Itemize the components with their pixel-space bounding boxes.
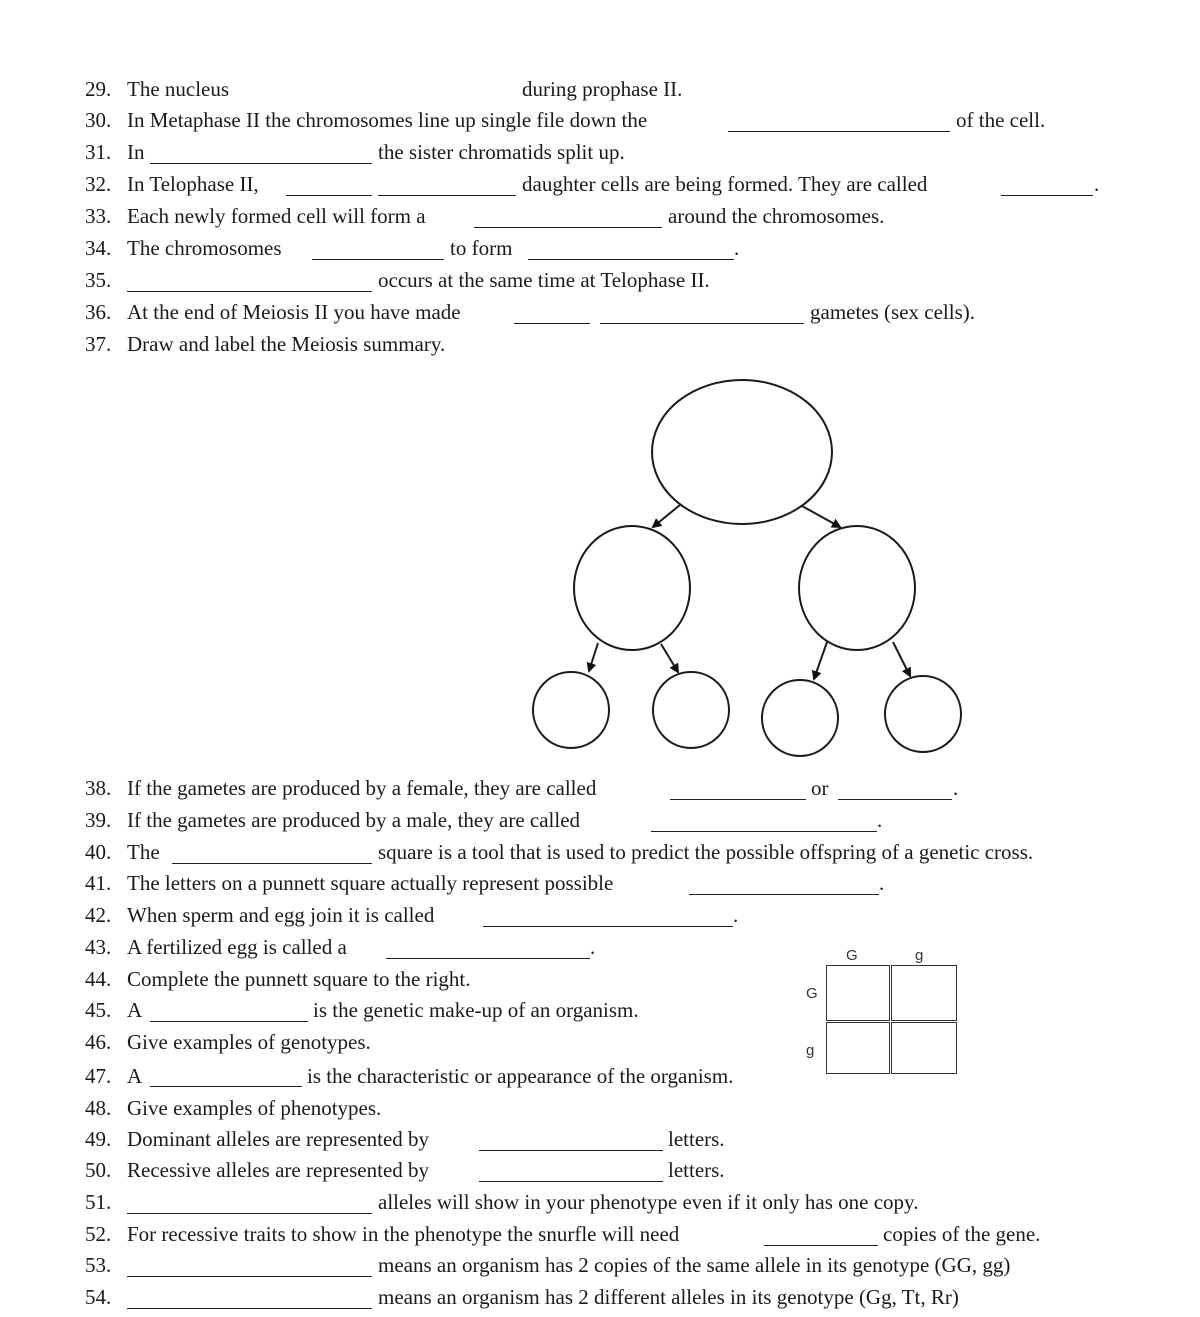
question-text: If the gametes are produced by a female, they are called [127,776,597,800]
question-text: . [734,236,740,260]
question-text: Dominant alleles are represented by [127,1127,430,1151]
answer-blank[interactable] [150,1021,308,1022]
answer-blank[interactable] [479,1181,663,1182]
question-number: 42. [85,903,112,927]
answer-blank[interactable] [1001,195,1093,196]
gamete-cell-3 [762,680,838,756]
question-text: A [127,998,143,1022]
question-number: 30. [85,108,112,132]
question-number: 37. [85,332,112,356]
question-text: Each newly formed cell will form a [127,204,426,228]
answer-blank[interactable] [728,131,950,132]
question-text: At the end of Meiosis II you have made [127,300,461,324]
answer-blank[interactable] [483,926,733,927]
answer-blank[interactable] [286,195,372,196]
question-number: 52. [85,1222,112,1246]
question-text: around the chromosomes. [668,204,885,228]
answer-blank[interactable] [312,259,444,260]
question-text: Give examples of genotypes. [127,1030,371,1054]
gamete-cell-4 [885,676,961,752]
question-text: daughter cells are being formed. They are called [522,172,928,196]
answer-blank[interactable] [127,291,372,292]
punnett-cell[interactable] [826,965,890,1021]
answer-blank[interactable] [764,1245,878,1246]
question-number: 43. [85,935,112,959]
answer-blank[interactable] [514,323,590,324]
answer-blank[interactable] [127,1213,372,1214]
question-text: the sister chromatids split up. [378,140,625,164]
question-number: 48. [85,1096,112,1120]
answer-blank[interactable] [528,259,734,260]
question-text: letters. [668,1158,725,1182]
question-number: 45. [85,998,112,1022]
question-number: 31. [85,140,112,164]
meiosis-i-cell-left [574,526,690,650]
meiosis-summary-diagram [520,365,970,765]
question-text: gametes (sex cells). [810,300,976,324]
arrow [653,505,680,527]
question-text: is the genetic make-up of an organism. [313,998,639,1022]
question-number: 46. [85,1030,112,1054]
arrow [802,506,840,527]
question-text: For recessive traits to show in the phenotype the snurfle will need [127,1222,680,1246]
parent-cell [652,380,832,524]
question-text: . [953,776,959,800]
question-text: occurs at the same time at Telophase II. [378,268,710,292]
arrow [814,642,827,679]
punnett-cell[interactable] [891,1022,957,1074]
question-text: Complete the punnett square to the right. [127,967,471,991]
question-text: . [1094,172,1100,196]
question-text: A [127,1064,143,1088]
question-number: 34. [85,236,112,260]
answer-blank[interactable] [172,863,372,864]
question-text: . [733,903,739,927]
answer-blank[interactable] [479,1150,663,1151]
question-text: Recessive alleles are represented by [127,1158,430,1182]
question-number: 41. [85,871,112,895]
question-number: 39. [85,808,112,832]
question-text: In Metaphase II the chromosomes line up single file down the [127,108,648,132]
answer-blank[interactable] [670,799,806,800]
answer-blank[interactable] [378,195,516,196]
answer-blank[interactable] [127,1308,372,1309]
punnett-side-allele: g [806,1042,815,1059]
question-number: 49. [85,1127,112,1151]
question-number: 53. [85,1253,112,1277]
gamete-cell-2 [653,672,729,748]
answer-blank[interactable] [150,163,372,164]
arrow [589,643,598,671]
arrow [893,642,910,676]
answer-blank[interactable] [600,323,804,324]
question-number: 51. [85,1190,112,1214]
question-number: 50. [85,1158,112,1182]
answer-blank[interactable] [838,799,952,800]
question-number: 29. [85,77,112,101]
answer-blank[interactable] [150,1086,302,1087]
question-text: If the gametes are produced by a male, they are called [127,808,581,832]
meiosis-i-cell-right [799,526,915,650]
question-text: In [127,140,145,164]
punnett-cell[interactable] [891,965,957,1021]
question-text: The chromosomes [127,236,282,260]
question-text: In Telophase II, [127,172,259,196]
question-text: during prophase II. [522,77,683,101]
question-number: 54. [85,1285,112,1309]
question-text: The letters on a punnett square actually represent possible [127,871,614,895]
answer-blank[interactable] [474,227,662,228]
punnett-square [800,945,970,1085]
question-number: 33. [85,204,112,228]
question-text: Give examples of phenotypes. [127,1096,382,1120]
question-text: means an organism has 2 copies of the same allele in its genotype (GG, gg) [378,1253,1011,1277]
question-text: means an organism has 2 different alleles in its genotype (Gg, Tt, Rr) [378,1285,959,1309]
question-text: Draw and label the Meiosis summary. [127,332,446,356]
answer-blank[interactable] [127,1276,372,1277]
arrow [661,644,678,672]
question-text: is the characteristic or appearance of the organism. [307,1064,734,1088]
question-text: copies of the gene. [883,1222,1041,1246]
question-number: 32. [85,172,112,196]
question-text: . [877,808,883,832]
question-text: The [127,840,160,864]
punnett-top-allele: G [846,947,858,964]
punnett-top-allele: g [915,947,924,964]
question-text: square is a tool that is used to predict the possible offspring of a genetic cross. [378,840,1034,864]
gamete-cell-1 [533,672,609,748]
question-text: . [590,935,596,959]
punnett-cell[interactable] [826,1022,890,1074]
answer-blank[interactable] [651,831,877,832]
answer-blank[interactable] [386,958,590,959]
question-number: 36. [85,300,112,324]
question-text: A fertilized egg is called a [127,935,347,959]
question-number: 38. [85,776,112,800]
answer-blank[interactable] [689,894,879,895]
question-number: 47. [85,1064,112,1088]
question-text: or [811,776,829,800]
question-text: When sperm and egg join it is called [127,903,435,927]
question-text: The nucleus [127,77,230,101]
question-number: 40. [85,840,112,864]
punnett-side-allele: G [806,985,818,1002]
question-number: 44. [85,967,112,991]
question-text: . [879,871,885,895]
question-text: alleles will show in your phenotype even if it only has one copy. [378,1190,919,1214]
question-text: of the cell. [956,108,1046,132]
question-text: letters. [668,1127,725,1151]
question-text: to form [450,236,513,260]
question-number: 35. [85,268,112,292]
